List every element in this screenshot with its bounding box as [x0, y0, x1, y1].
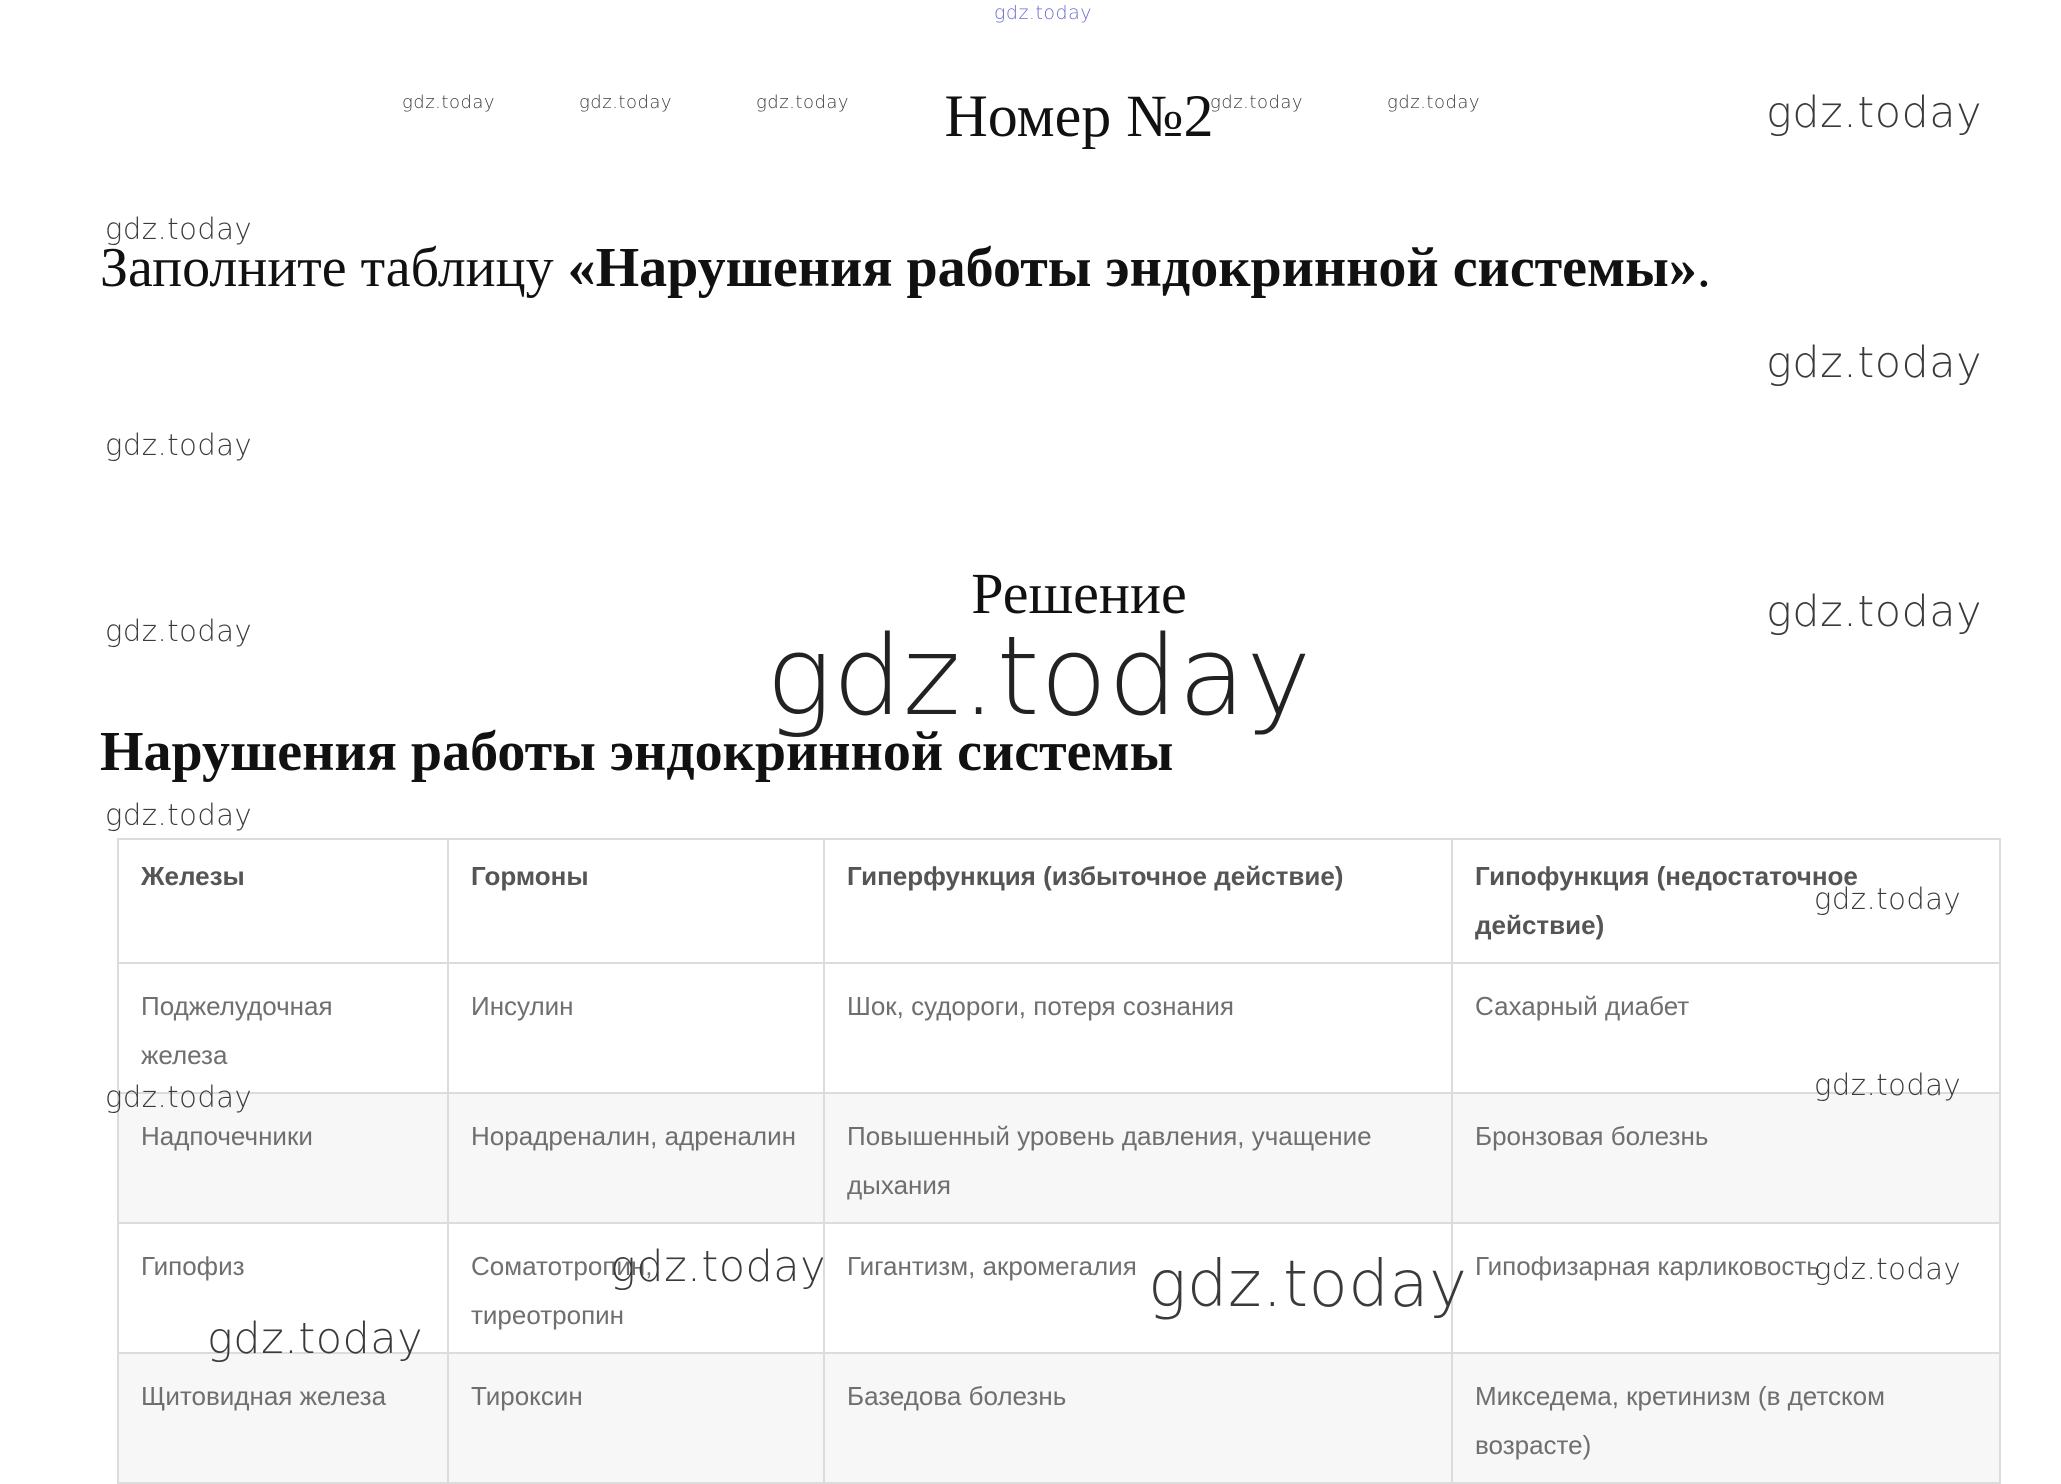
header-hyperfunction: Гиперфункция (избыточное действие): [824, 839, 1452, 963]
cell-hormone: Соматотропин, тиреотропин: [448, 1223, 824, 1353]
watermark: gdz.today: [1814, 1252, 1962, 1286]
watermark: gdz.today: [1766, 587, 1983, 637]
cell-hormone: Инсулин: [448, 963, 824, 1093]
watermark: gdz.today: [1210, 92, 1304, 113]
table-header-row: [118, 839, 2000, 963]
watermark: gdz.today: [756, 92, 850, 113]
solution-heading: Решение: [971, 561, 1187, 626]
cell-hyperfunction: Базедова болезнь: [824, 1353, 1452, 1483]
watermark: gdz.today: [1814, 882, 1962, 916]
watermark: gdz.today: [1766, 338, 1983, 388]
watermark: gdz.today: [579, 92, 673, 113]
watermark: gdz.today: [105, 1080, 253, 1114]
watermark: gdz.today: [105, 212, 253, 246]
cell-gland: Гипофиз: [118, 1223, 448, 1353]
cell-gland: Надпочечники: [118, 1093, 448, 1223]
cell-hypofunction: Сахарный диабет: [1452, 963, 2000, 1093]
table-row: [118, 1093, 2000, 1223]
task-suffix: .: [1696, 237, 1711, 299]
cell-hyperfunction: Повышенный уровень давления, учащение дыхания: [824, 1093, 1452, 1223]
watermark: gdz.today: [1766, 88, 1983, 138]
watermark: gdz.today: [105, 798, 253, 832]
cell-hypofunction: Бронзовая болезнь: [1452, 1093, 2000, 1223]
watermark: gdz.today: [1148, 1248, 1468, 1322]
watermark: gdz.today: [1814, 1068, 1962, 1102]
cell-hormone: Норадреналин, адреналин: [448, 1093, 824, 1223]
cell-gland: Поджелудочная железа: [118, 963, 448, 1093]
header-glands: Железы: [118, 839, 448, 963]
watermark: gdz.today: [105, 614, 253, 648]
watermark: gdz.today: [105, 428, 253, 462]
watermark: gdz.today: [610, 1242, 827, 1292]
watermark-top: gdz.today: [994, 2, 1092, 24]
task-bold: «Нарушения работы эндокринной системы»: [567, 237, 1697, 299]
header-hormones: Гормоны: [448, 839, 824, 963]
header-hypofunction: Гипофункция (недостаточное действие): [1452, 839, 2000, 963]
cell-hypofunction: Гипофизарная карликовость: [1452, 1223, 2000, 1353]
cell-hyperfunction: Шок, судороги, потеря сознания: [824, 963, 1452, 1093]
page-title: Номер №2: [944, 83, 1214, 149]
watermark: gdz.today: [1387, 92, 1481, 113]
task-prefix: Заполните таблицу: [100, 237, 568, 299]
watermark: gdz.today: [207, 1314, 424, 1364]
endocrine-table: [117, 838, 2001, 1484]
cell-hyperfunction: Гигантизм, акромегалия: [824, 1223, 1452, 1353]
table-title: Нарушения работы эндокринной системы: [100, 721, 1174, 783]
watermark-large: gdz.today: [766, 612, 1312, 740]
task-text: [100, 236, 1711, 300]
cell-hypofunction: Микседема, кретинизм (в детском возрасте): [1452, 1353, 2000, 1483]
watermark: gdz.today: [402, 92, 496, 113]
cell-gland: Щитовидная железа: [118, 1353, 448, 1483]
table-row: [118, 963, 2000, 1093]
cell-hormone: Тироксин: [448, 1353, 824, 1483]
table-row: [118, 1353, 2000, 1483]
